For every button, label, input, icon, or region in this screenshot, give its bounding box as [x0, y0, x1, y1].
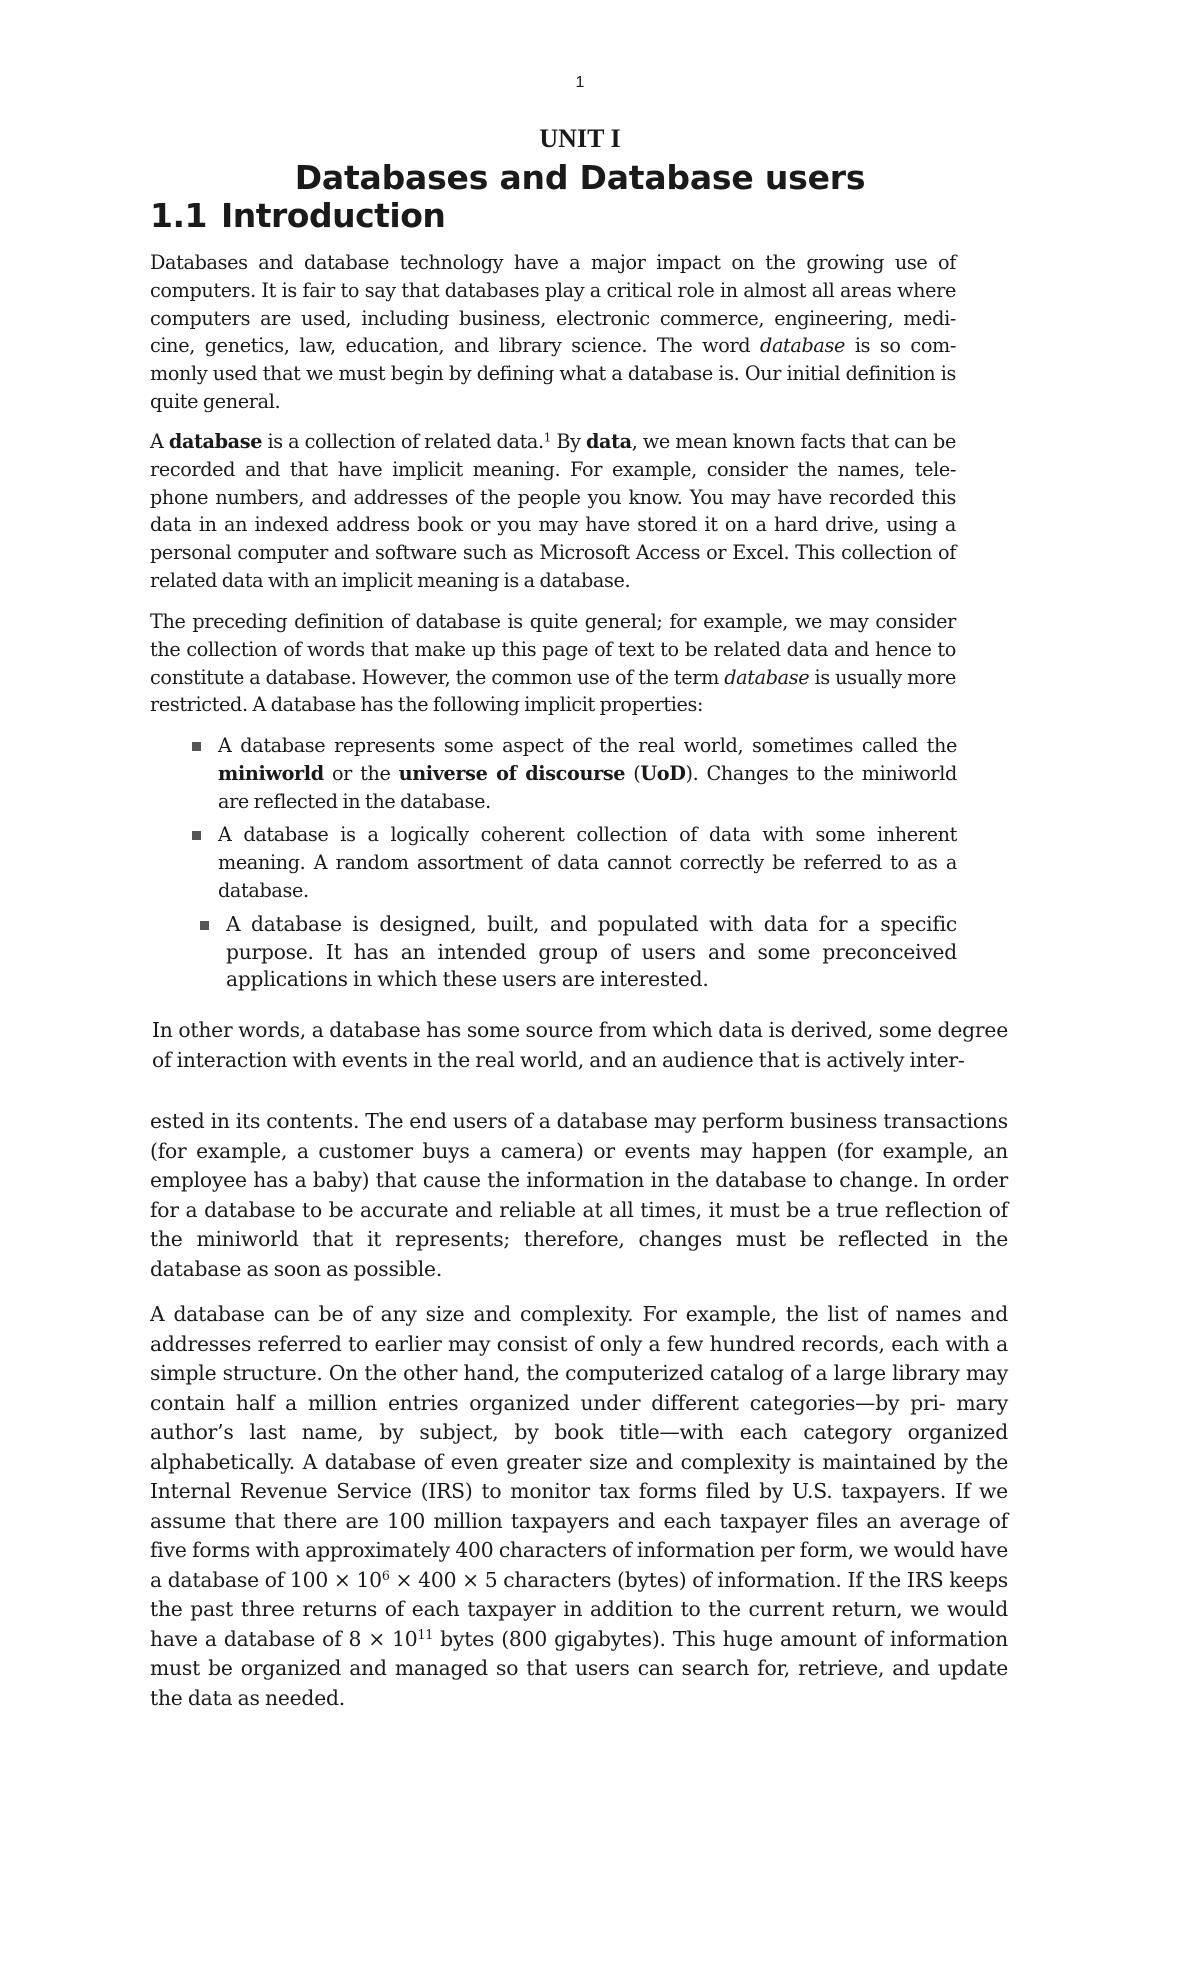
term-uod: UoD: [640, 761, 686, 785]
text-run: ). Changes to the miniworld are reflected in the database.: [218, 761, 957, 813]
emphasis-database: database: [760, 334, 846, 358]
paragraph-continuation: [150, 1107, 1008, 1284]
term-miniworld: miniworld: [218, 761, 324, 785]
term-data: data: [585, 430, 632, 453]
text-run: is a collection of related data.: [262, 430, 544, 453]
section-heading: [150, 196, 445, 235]
text-run: A database is a logically coherent collection of data with some inherent meaning. A random assortment of data cannot correctly be referred to as a database.: [218, 823, 957, 902]
footnote-marker: 1: [543, 430, 551, 445]
exponent: 6: [381, 1567, 390, 1583]
list-item: [187, 821, 957, 904]
text-run: A database is designed, built, and populated with data for a specific purpose. It has an intended group of users and some preconceived applications in which these users are interested.: [226, 911, 957, 992]
paragraph-properties: [150, 608, 956, 719]
paragraph-text: ested in its contents. The end users of a database may perform business transactions (for example, a customer buys a camera) or events may happen (for example, an employee has a baby) that cause the information in the database to change. In order for a database to be accurate and reliable at all times, it must be a true reflection of the miniworld that it represents; therefore, changes must be reflected in the database as soon as possible.: [150, 1109, 1008, 1281]
paragraph-definition: [150, 428, 956, 595]
text-run: A database can be of any size and complexity. For example, the list of names and addresses referred to earlier may consist of only a few hundred records, each with a simple structure. On the other hand, the computerized catalog of a large library may contain half a million entries organized under different categories—by pri- mary author’s last name, by subject, by book title—with each category organized alphabetically. A database of even greater size and complexity is maintained by the Internal Revenue Service (IRS) to monitor tax forms filed by U.S. taxpayers. If we assume that there are 100 million taxpayers and each taxpayer files an average of five forms with approximately 400 characters of information per form, we would have a database of 100 × 10: [150, 1302, 1008, 1592]
text-run: A database represents some aspect of the real world, sometimes called the: [218, 734, 957, 757]
text-run: bytes (800 gigabytes). This huge amount of information must be organized and managed so that users can search for, retrieve, and update the data as needed.: [150, 1626, 1008, 1710]
section-title: Introduction: [220, 196, 446, 235]
section-number: 1.1: [150, 196, 207, 235]
text-run: (: [625, 761, 641, 785]
page-title: Databases and Database users: [294, 158, 866, 197]
properties-list: [187, 732, 957, 1000]
term-database: database: [168, 430, 263, 453]
paragraph-other-words: [152, 1016, 1008, 1075]
text-run: The preceding definition of database is quite general; for example, we may consider the collection of words that make up this page of text to be related data and hence to constitute a database. However, the common use of the term: [150, 610, 956, 689]
page-number: 1: [575, 74, 585, 91]
text-run: Databases and database technology have a major impact on the growing use of computers. It is fair to say that databases play a critical role in almost all areas where computers are used, including business, electronic commerce, engineering, medi- cine, genetics, law, education, and library science. The word: [150, 251, 956, 358]
emphasis-database: database: [724, 665, 810, 689]
paragraph-intro: [150, 249, 956, 416]
term-universe-of-discourse: universe of discourse: [398, 761, 626, 785]
paragraph-text: In other words, a database has some source from which data is derived, some degree of interaction with events in the real world, and an audience that is actively inter-: [152, 1018, 1008, 1072]
text-run: or the: [323, 761, 399, 785]
square-bullet-icon: [200, 921, 209, 930]
square-bullet-icon: [192, 831, 201, 840]
list-item: [187, 732, 957, 815]
text-run: A: [150, 430, 169, 453]
paragraph-size-complexity: [150, 1300, 1008, 1713]
exponent: 11: [417, 1626, 434, 1642]
text-run: By: [551, 430, 586, 453]
text-run: is usually more restricted. A database has the following implicit properties:: [150, 665, 956, 717]
unit-title: UNIT I: [539, 124, 621, 153]
text-run: , we mean known facts that can be recorded and that have implicit meaning. For example, consider the names, tele- phone numbers, and addresses of the people you know. You may have recorded this data in an indexed address book or you may have stored it on a hard drive, using a personal computer and software such as Microsoft Access or Excel. This collection of related data with an implicit meaning is a database.: [150, 430, 956, 592]
text-run: × 400 × 5 characters (bytes) of information. If the IRS keeps the past three returns of each taxpayer in addition to the current return, we would have a database of 8 × 10: [150, 1567, 1008, 1651]
list-item: [195, 911, 957, 994]
square-bullet-icon: [192, 742, 201, 751]
text-run: is so com- monly used that we must begin by defining what a database is. Our initial definition is quite general.: [150, 334, 956, 413]
